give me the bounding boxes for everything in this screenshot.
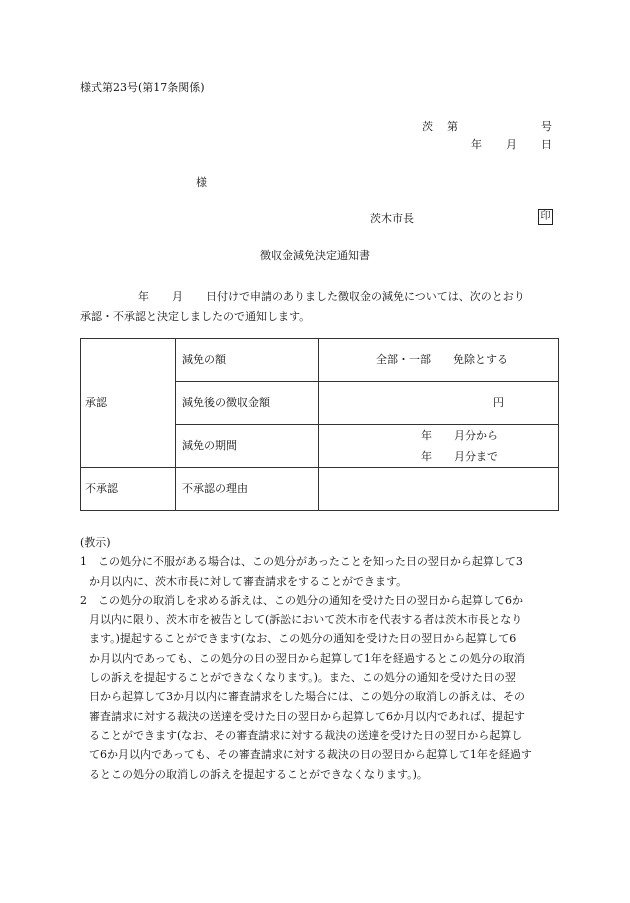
notice-line: 2 この処分の取消しを求める訴えは、この処分の通知を受けた日の翌日から起算して6か — [80, 593, 523, 607]
exemption-action: 免除とする — [453, 353, 508, 367]
doc-number-go: 号 — [541, 120, 552, 133]
exemption-period-label: 減免の期間 — [176, 425, 319, 468]
reduced-amount-label: 減免後の徴収金額 — [176, 382, 319, 425]
notice-line: しの訴えを提起することができなくなります。)。また、この処分の通知を受けた日の翌 — [89, 671, 516, 685]
exemption-period-value — [319, 425, 559, 468]
period-to: 年 月分まで — [421, 450, 498, 463]
exemption-amount-value — [319, 339, 559, 382]
notice-line: 1 この処分に不服がある場合は、この処分があったことを知った日の翌日から起算して3 — [80, 555, 523, 569]
notice-line: か月以内に、茨木市長に対して審査請求をすることができます。 — [89, 574, 408, 588]
exemption-amount-label: 減免の額 — [176, 339, 319, 382]
intro-text: 日付けで申請のありました徴収金の減免については、次のとおり — [206, 290, 525, 303]
notice-line: ます。)提起することができます(なお、この処分の通知を受けた日の翌日から起算して6 — [89, 632, 517, 646]
date-day-label: 日 — [541, 138, 552, 151]
date-year-label: 年 — [471, 138, 482, 151]
issuer-title: 茨木市長 — [370, 212, 414, 225]
doc-number-dai: 第 — [447, 120, 458, 133]
intro-month: 月 — [172, 290, 183, 303]
table-row — [81, 468, 559, 511]
intro-line-2: 承認・不承認と決定しましたので通知します。 — [80, 310, 311, 323]
period-from: 年 月分から — [421, 429, 498, 442]
exemption-scope: 全部・一部 — [376, 353, 431, 367]
table-row — [81, 339, 559, 382]
notice-line: るとこの処分の取消しの訴えを提起することができなくなります。)。 — [89, 767, 428, 781]
disapproval-label: 不承認 — [81, 468, 176, 511]
yen-unit: 円 — [493, 396, 504, 410]
disapproval-reason-label: 不承認の理由 — [176, 468, 319, 511]
reduced-amount-value — [319, 382, 559, 425]
date-month-label: 月 — [506, 138, 517, 151]
notice-line: て6か月以内であっても、その審査請求に対する裁決の日の翌日から起算して1年を経過す — [89, 748, 532, 762]
document-title: 徴収金減免決定通知書 — [260, 249, 370, 262]
notice-line: 日から起算して3か月以内に審査請求をした場合には、この処分の取消しの訴えは、その — [89, 690, 525, 704]
approval-label: 承認 — [81, 339, 176, 468]
intro-line-1 — [80, 287, 552, 307]
notice-heading: (教示) — [80, 536, 111, 549]
notice-line: 月以内に限り、茨木市を被告として(訴訟において茨木市を代表する者は茨木市長となり — [89, 613, 523, 627]
doc-number-prefix: 茨 — [422, 120, 433, 133]
notice-section — [80, 533, 555, 784]
decision-table — [80, 338, 559, 511]
form-number: 様式第23号(第17条関係) — [80, 81, 205, 94]
disapproval-reason-value — [319, 468, 559, 511]
intro-year: 年 — [138, 290, 149, 303]
notice-line: か月以内であっても、この処分の日の翌日から起算して1年を経過するとこの処分の取消 — [89, 651, 525, 665]
notice-line: 審査請求に対する裁決の送達を受けた日の翌日から起算して6か月以内であれば、提起す — [89, 709, 525, 723]
seal-box: 印 — [538, 209, 553, 225]
addressee-honorific: 様 — [196, 176, 207, 189]
notice-line: ることができます(なお、その審査請求に対する裁決の送達を受けた日の翌日から起算し — [89, 728, 523, 742]
intro-paragraph — [80, 287, 552, 327]
